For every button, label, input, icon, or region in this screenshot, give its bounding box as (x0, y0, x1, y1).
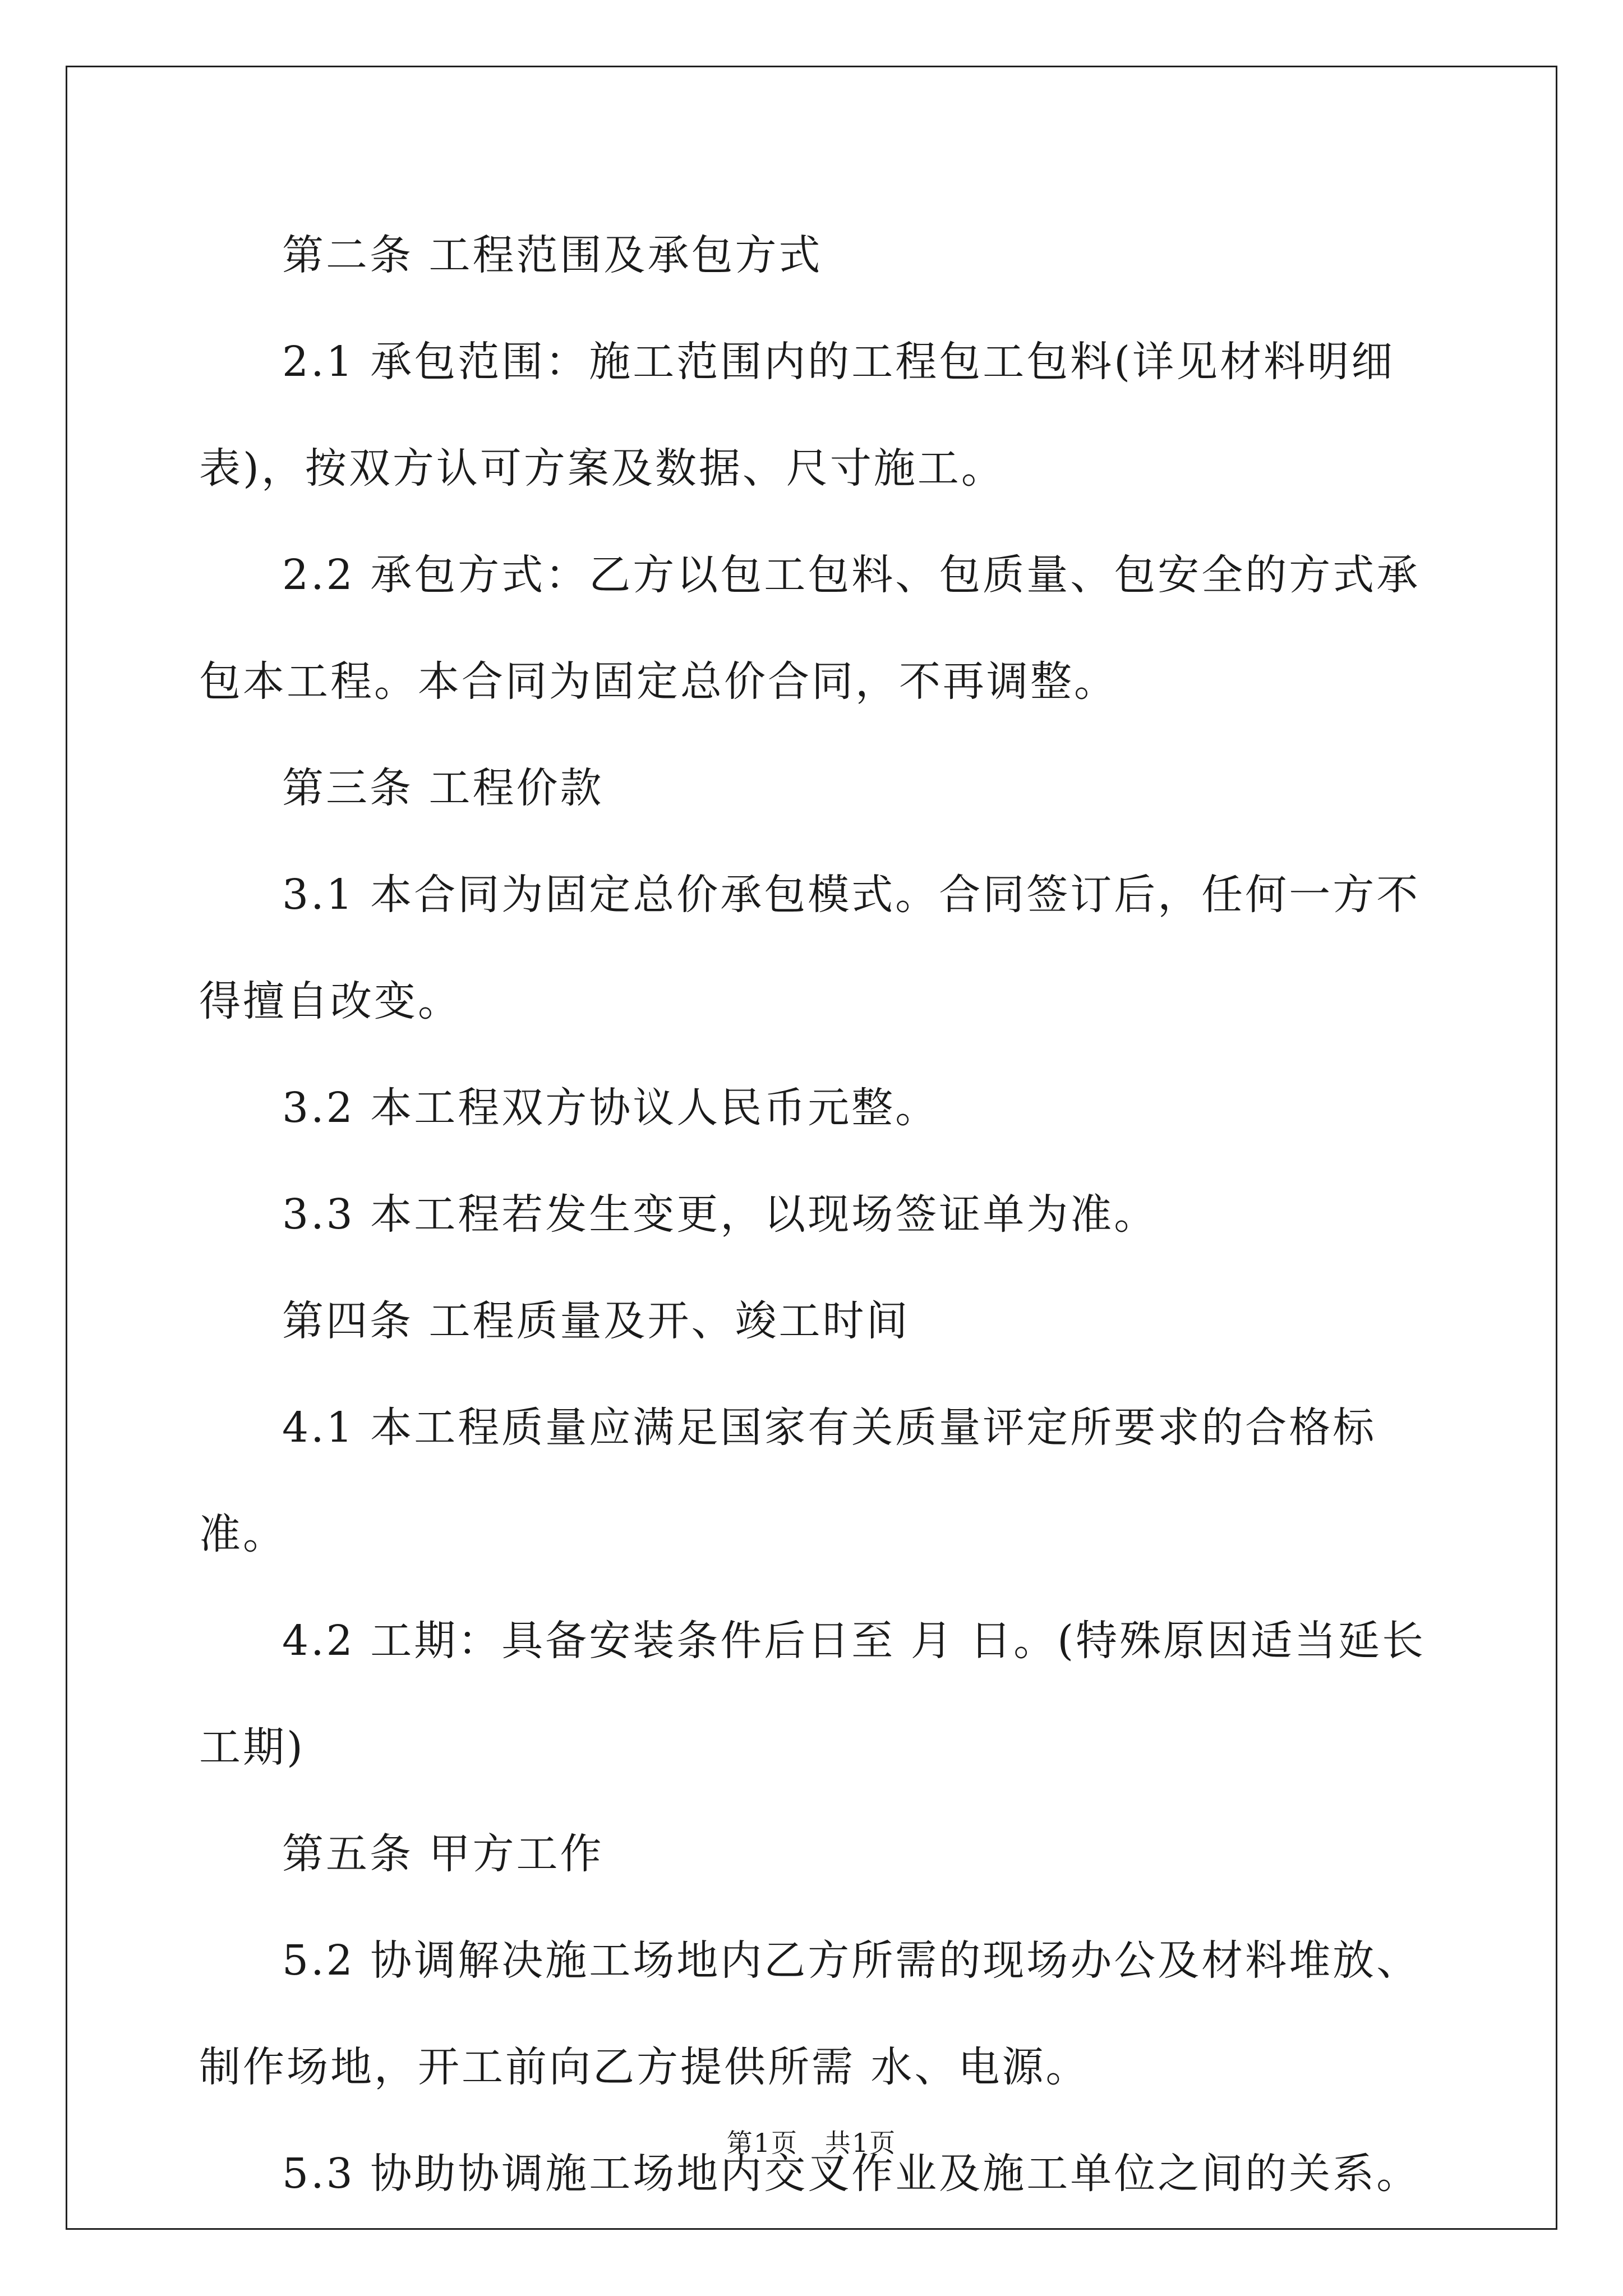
clause-3-3: 3.3 本工程若发生变更，以现场签证单为准。 (282, 1190, 1158, 1239)
clause-3-2: 3.2 本工程双方协议人民币元整。 (282, 1084, 939, 1132)
clause-4-1: 4.1 本工程质量应满足国家有关质量评定所要求的合格标准。 (199, 1404, 1377, 1558)
clause-3-1: 3.1 本合同为固定总价承包模式。合同签订后，任何一方不得擅自改变。 (199, 871, 1421, 1025)
article-3-heading: 第三条 工程价款 (282, 764, 604, 812)
clause-2-1: 2.1 承包范围：施工范围内的工程包工包料(详见材料明细表)，按双方认可方案及数据、尺寸施工。 (199, 338, 1395, 493)
page-number-footer: 第1页 共1页 (726, 2128, 897, 2158)
clause-5-2: 5.2 协调解决施工场地内乙方所需的现场办公及材料堆放、制作场地，开工前向乙方提供所需 水、电源。 (199, 1936, 1421, 2091)
clause-2-2: 2.2 承包方式：乙方以包工包料、包质量、包安全的方式承包本工程。本合同为固定总价合同，不再调整。 (199, 551, 1421, 706)
article-5-heading: 第五条 甲方工作 (282, 1830, 604, 1878)
article-4-heading: 第四条 工程质量及开、竣工时间 (282, 1297, 910, 1345)
clause-5-3: 5.3 协助协调施工场地内交叉作业及施工单位之间的关系。 (282, 2150, 1421, 2198)
clause-4-2: 4.2 工期：具备安装条件后日至 月 日。(特殊原因适当延长工期) (199, 1617, 1426, 1772)
document-body (199, 202, 1438, 2227)
article-2-heading: 第二条 工程范围及承包方式 (282, 231, 823, 279)
